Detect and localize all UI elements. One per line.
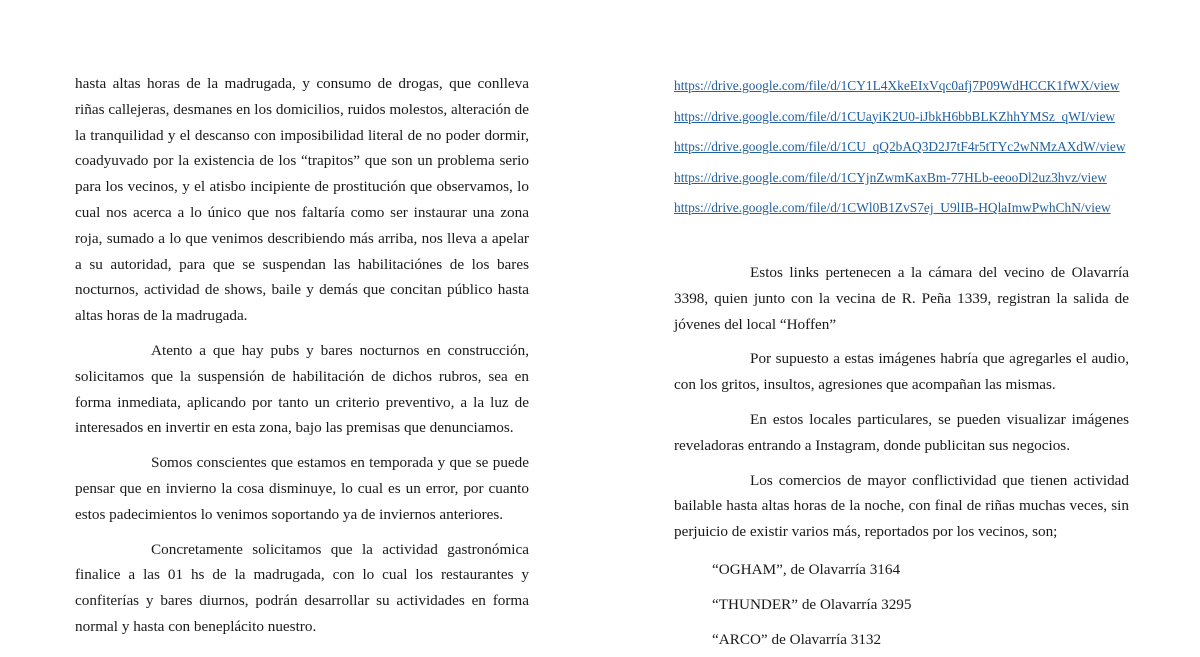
paragraph-venues-intro: Los comercios de mayor conflictividad que tienen actividad bailable hasta altas horas de la noche, con final de riñas muchas veces, sin perjuicio de existir varios más, reportados por los vecinos, son; bbox=[674, 471, 1129, 541]
drive-link[interactable]: https://drive.google.com/file/d/1CUayiK2U0-iJbkH6bbBLKZhhYMSz_qWI/view bbox=[674, 108, 1116, 124]
drive-link[interactable]: https://drive.google.com/file/d/1CYjnZwmKaxBm-77HLb-eeooDl2uz3hvz/view bbox=[674, 169, 1107, 185]
document-page-left bbox=[0, 0, 600, 635]
paragraph-audio: Por supuesto a estas imágenes habría que agregarles el audio, con los gritos, insultos, agresiones que acompañan las mismas. bbox=[674, 350, 1129, 394]
paragraph-pubs-construction: Atento a que hay pubs y bares nocturnos en construcción, solicitamos que la suspensión de habilitación de dichos rubros, sea en forma inmediata, aplicando por tanto un criterio preventivo, a la luz de interesados en invertir en esta zona, bajo las premisas que denunciamos. bbox=[75, 341, 529, 437]
venue-item: “ARCO” de Olavarría 3132 bbox=[712, 630, 882, 648]
drive-link[interactable]: https://drive.google.com/file/d/1CY1L4XkeEIxVqc0afj7P09WdHCCK1fWX/view bbox=[674, 78, 1120, 93]
drive-link[interactable]: https://drive.google.com/file/d/1CWl0B1ZvS7ej_U9lIB-HQlaImwPwhChN/view bbox=[674, 200, 1111, 216]
paragraph-continuation: hasta altas horas de la madrugada, y consumo de drogas, que conlleva riñas callejeras, desmanes en los domicilios, ruidos molestos, alteración de la tranquilidad y el descanso con imposibilidad literal de no poder dormir, coadyuvado por la existencia de los “trapitos” que son un problema serio para los vecinos, y el atisbo incipiente de prostitución que observamos, lo cual nos acerca a lo único que nos faltaría como ser instaurar una zona roja, sumado a lo que venimos describiendo más arriba, nos lleva a apelar a su autoridad, para que se suspendan las habilitaciónes de los bares nocturnos, actividad de shows, baile y demás que concitan público hasta altas horas de la madrugada. bbox=[75, 75, 529, 325]
document-page-right bbox=[600, 0, 1200, 648]
paragraph-instagram: En estos locales particulares, se pueden visualizar imágenes reveladoras entrando a Instagram, donde publicitan sus negocios. bbox=[674, 410, 1129, 454]
venue-item: “OGHAM”, de Olavarría 3164 bbox=[712, 560, 901, 578]
drive-link[interactable]: https://drive.google.com/file/d/1CU_qQ2bAQ3D2J7tF4r5tTYc2wNMzAXdW/view bbox=[674, 139, 1126, 155]
paragraph-camera-links: Estos links pertenecen a la cámara del vecino de Olavarría 3398, quien junto con la vecina de R. Peña 1339, registran la salida de jóvenes del local “Hoffen” bbox=[674, 263, 1129, 333]
paragraph-closing-hours: Concretamente solicitamos que la actividad gastronómica finalice a las 01 hs de la madrugada, con lo cual los restaurantes y confiterías y bares diurnos, podrán desarrollar su actividades en forma normal y hasta con beneplácito nuestro. bbox=[75, 540, 529, 635]
page-body-left bbox=[75, 71, 529, 640]
venue-item: “THUNDER” de Olavarría 3295 bbox=[712, 595, 912, 613]
paragraph-season: Somos conscientes que estamos en temporada y que se puede pensar que en invierno la cosa disminuye, lo cual es un error, por cuanto estos padecimientos lo venimos soportando ya de inviernos anteriores. bbox=[75, 454, 529, 523]
page-body-right bbox=[674, 71, 1129, 657]
video-links-list bbox=[674, 71, 1129, 224]
